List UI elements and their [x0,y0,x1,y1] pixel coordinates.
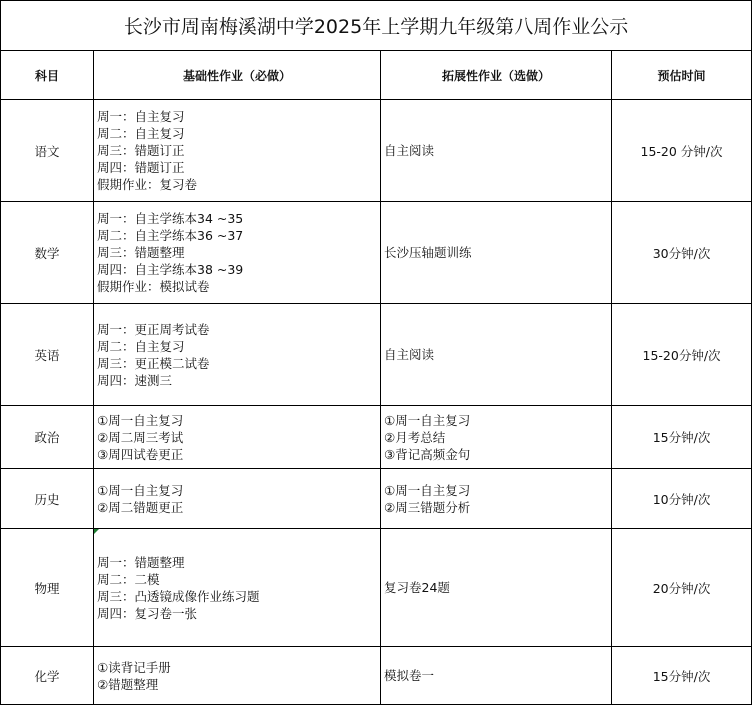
basic-item: 周一：更正周考试卷 [97,321,210,337]
basic-item: 周二：二模 [97,571,160,587]
extended-item: ②周三错题分析 [384,499,471,515]
basic-item: ②周二周三考试 [97,429,184,445]
basic-item: ①周一自主复习 [97,482,184,498]
basic-cell [94,529,381,647]
extended-cell [381,100,612,202]
extended-cell [381,647,612,705]
basic-item: 周二：自主复习 [97,126,185,141]
extended-cell [381,406,612,469]
basic-item: 周一：错题整理 [97,554,185,570]
time-cell: 15-20 分钟/次 [612,100,752,202]
header-row [1,51,752,100]
extended-cell [381,304,612,406]
basic-item: 周四：自主学练本38 ~39 [97,262,244,277]
basic-item: ①周一自主复习 [97,412,184,428]
extended-item: 长沙压轴题训练 [384,245,472,260]
extended-item: 模拟卷一 [384,668,435,683]
header-basic: 基础性作业（必做） [94,51,381,100]
extended-item: 自主阅读 [384,143,435,158]
page-title: 长沙市周南梅溪湖中学2025年上学期九年级第八周作业公示 [1,1,752,51]
extended-cell [381,469,612,529]
basic-item: 周四：错题订正 [97,160,185,175]
basic-cell [94,100,381,202]
subject-cell: 物理 [1,529,94,647]
basic-item: 假期作业：复习卷 [97,177,198,192]
table-row [1,529,752,647]
basic-item: 周一：自主学练本34 ~35 [97,211,244,226]
basic-cell [94,406,381,469]
subject-cell: 英语 [1,304,94,406]
basic-cell [94,304,381,406]
time-cell: 20分钟/次 [612,529,752,647]
subject-cell: 化学 [1,647,94,705]
extended-item: 复习卷24题 [384,580,450,595]
basic-item: 周三：更正模二试卷 [97,355,210,371]
comment-marker-icon [94,529,99,534]
time-cell: 15分钟/次 [612,406,752,469]
basic-item: 周二：自主复习 [97,338,185,354]
table-row [1,469,752,529]
basic-item: 周四：速测三 [97,372,173,388]
extended-cell [381,529,612,647]
table-row [1,647,752,705]
basic-item: 周三：凸透镜成像作业练习题 [97,588,260,604]
header-extended: 拓展性作业（选做） [381,51,612,100]
basic-item: 周四：复习卷一张 [97,605,198,621]
header-time: 预估时间 [612,51,752,100]
basic-item: 周三：错题订正 [97,143,185,158]
extended-item: ②月考总结 [384,429,446,445]
basic-item: 假期作业：模拟试卷 [97,279,210,294]
table-row [1,406,752,469]
basic-item: 周二：自主学练本36 ~37 [97,228,244,243]
time-cell: 10分钟/次 [612,469,752,529]
basic-item: ②周二错题更正 [97,499,184,515]
basic-item: 周三：错题整理 [97,245,185,260]
extended-item: ①周一自主复习 [384,482,471,498]
basic-item: ③周四试卷更正 [97,446,184,462]
table-row [1,304,752,406]
subject-cell: 政治 [1,406,94,469]
subject-cell: 数学 [1,202,94,304]
basic-item: ①读背记手册 [97,659,171,675]
basic-cell [94,202,381,304]
time-cell: 15分钟/次 [612,647,752,705]
basic-cell [94,647,381,705]
time-cell: 30分钟/次 [612,202,752,304]
subject-cell: 历史 [1,469,94,529]
extended-cell [381,202,612,304]
basic-cell [94,469,381,529]
extended-item: ①周一自主复习 [384,412,471,428]
header-subject: 科目 [1,51,94,100]
basic-item: 周一：自主复习 [97,109,185,124]
subject-cell: 语文 [1,100,94,202]
table-row [1,202,752,304]
extended-item: 自主阅读 [384,347,435,362]
extended-item: ③背记高频金句 [384,446,471,462]
basic-item: ②错题整理 [97,676,159,692]
table-row [1,100,752,202]
time-cell: 15-20分钟/次 [612,304,752,406]
